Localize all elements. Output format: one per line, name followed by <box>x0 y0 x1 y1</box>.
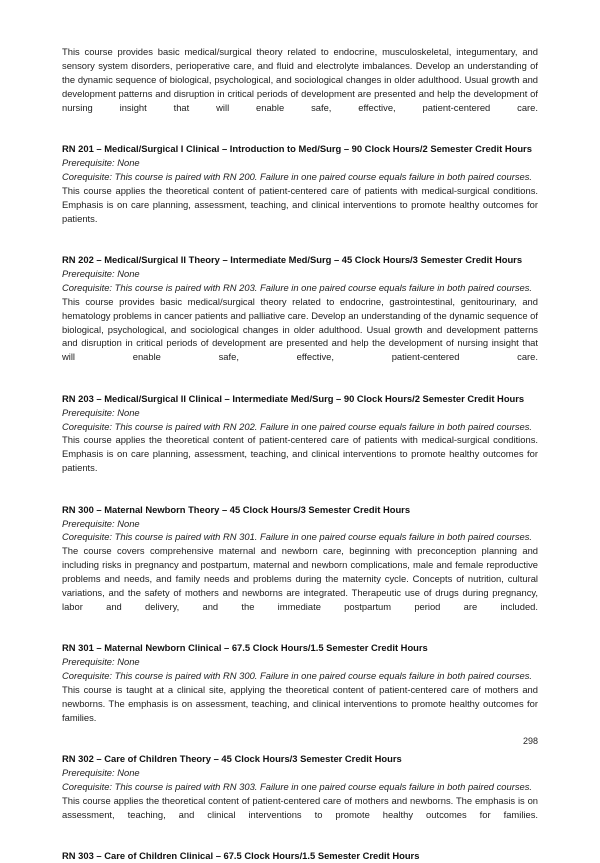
course-description: This course applies the theoretical content of patient-centered care of patients with medical-surgical conditions. Emphasis is on care planning, assessment, teaching, and clinical interventions to promote healthy outcomes for patients. <box>62 434 538 474</box>
course-heading: RN 303 – Care of Children Clinical – 67.5 Clock Hours/1.5 Semester Credit Hours <box>62 850 420 862</box>
course-block-rn302 <box>62 752 538 835</box>
course-description: This course applies the theoretical content of patient-centered care of mothers and newborns. The emphasis is on assessment, teaching, and clinical interventions to promote healthy outcomes for families. <box>62 795 538 820</box>
course-description: This course is taught at a clinical site, applying the theoretical content of patient-centered care of mothers and newborns. The emphasis is on assessment, teaching, and clinical interventions to promote healthy outcomes for families. <box>62 684 538 723</box>
course-description: The course covers comprehensive maternal and newborn care, beginning with preconception planning and including risks in pregnancy and postpartum, maternal and newborn complications, male and female reproductive problems and needs, and family needs and problems during the maternity cycle. Concepts of nutrition, cultural variations, and the safety of mothers and newborns are integrated. Therapeutic use of drugs during pregnancy, labor and delivery, and the immediate postpartum period are included. <box>62 545 538 612</box>
course-heading: RN 302 – Care of Children Theory – 45 Clock Hours/3 Semester Credit Hours <box>62 753 402 765</box>
course-heading: RN 301 – Maternal Newborn Clinical – 67.5 Clock Hours/1.5 Semester Credit Hours <box>62 642 428 654</box>
page-number: 298 <box>522 736 538 746</box>
course-description: This course applies the theoretical content of patient-centered care of patients with medical-surgical conditions. Emphasis is on care planning, assessment, teaching, and clinical interventions to promote healthy outcomes for patients. <box>62 184 538 224</box>
course-corequisite: Corequisite: This course is paired with RN 301. Failure in one paired course equals failure in both paired courses. <box>62 531 533 543</box>
course-block-rn300 <box>62 503 538 628</box>
course-prerequisite: Prerequisite: None <box>62 406 140 418</box>
course-prerequisite: Prerequisite: None <box>62 656 140 668</box>
course-block-rn203 <box>62 392 538 489</box>
course-block-rn201 <box>62 142 538 239</box>
course-heading: RN 300 – Maternal Newborn Theory – 45 Clock Hours/3 Semester Credit Hours <box>62 503 411 515</box>
intro-paragraph: This course provides basic medical/surgical theory related to endocrine, musculoskeletal, integumentary, and sensory system disorders, perioperative care, and fluid and electrolyte imbalances. Develop an understanding of the dynamic sequence of biological, psychological, and sociological changes in older adulthood. Usual growth and development patterns and disruption in critical periods of development are presented and help the development of nursing insight that will enable safe, effective, patient-centered care. <box>62 46 538 113</box>
course-corequisite: Corequisite: This course is paired with RN 202. Failure in one paired course equals failure in both paired courses. <box>62 420 533 432</box>
course-corequisite: Corequisite: This course is paired with RN 300. Failure in one paired course equals failure in both paired courses. <box>62 670 533 682</box>
course-prerequisite: Prerequisite: None <box>62 156 140 168</box>
course-prerequisite: Prerequisite: None <box>62 517 140 529</box>
course-corequisite: Corequisite: This course is paired with RN 203. Failure in one paired course equals failure in both paired courses. <box>62 281 533 293</box>
course-heading: RN 203 – Medical/Surgical II Clinical – Intermediate Med/Surg – 90 Clock Hours/2 Semester Credit Hours <box>62 392 525 404</box>
course-heading: RN 202 – Medical/Surgical II Theory – Intermediate Med/Surg – 45 Clock Hours/3 Semester Credit Hours <box>62 253 523 265</box>
intro-paragraph-block <box>62 45 538 128</box>
course-description: This course provides basic medical/surgical theory related to endocrine, gastrointestinal, genitourinary, and hematology problems in cancer patients and palliative care. Develop an understanding of the dynamic sequence of biological, psychological, and sociological changes in older adulthood. Usual growth and development patterns and disruption in critical periods of development are presented and help the development of nursing insight that will enable safe, effective, patient-centered care. <box>62 295 538 363</box>
course-prerequisite: Prerequisite: None <box>62 267 140 279</box>
course-prerequisite: Prerequisite: None <box>62 767 140 779</box>
course-block-rn202 <box>62 253 538 378</box>
course-heading: RN 201 – Medical/Surgical I Clinical – Introduction to Med/Surg – 90 Clock Hours/2 Semester Credit Hours <box>62 143 532 155</box>
course-block-rn301 <box>62 641 538 738</box>
course-corequisite: Corequisite: This course is paired with RN 200. Failure in one paired course equals failure in both paired courses. <box>62 170 533 182</box>
course-corequisite: Corequisite: This course is paired with RN 303. Failure in one paired course equals failure in both paired courses. <box>62 781 533 793</box>
course-block-rn303 <box>62 849 538 863</box>
